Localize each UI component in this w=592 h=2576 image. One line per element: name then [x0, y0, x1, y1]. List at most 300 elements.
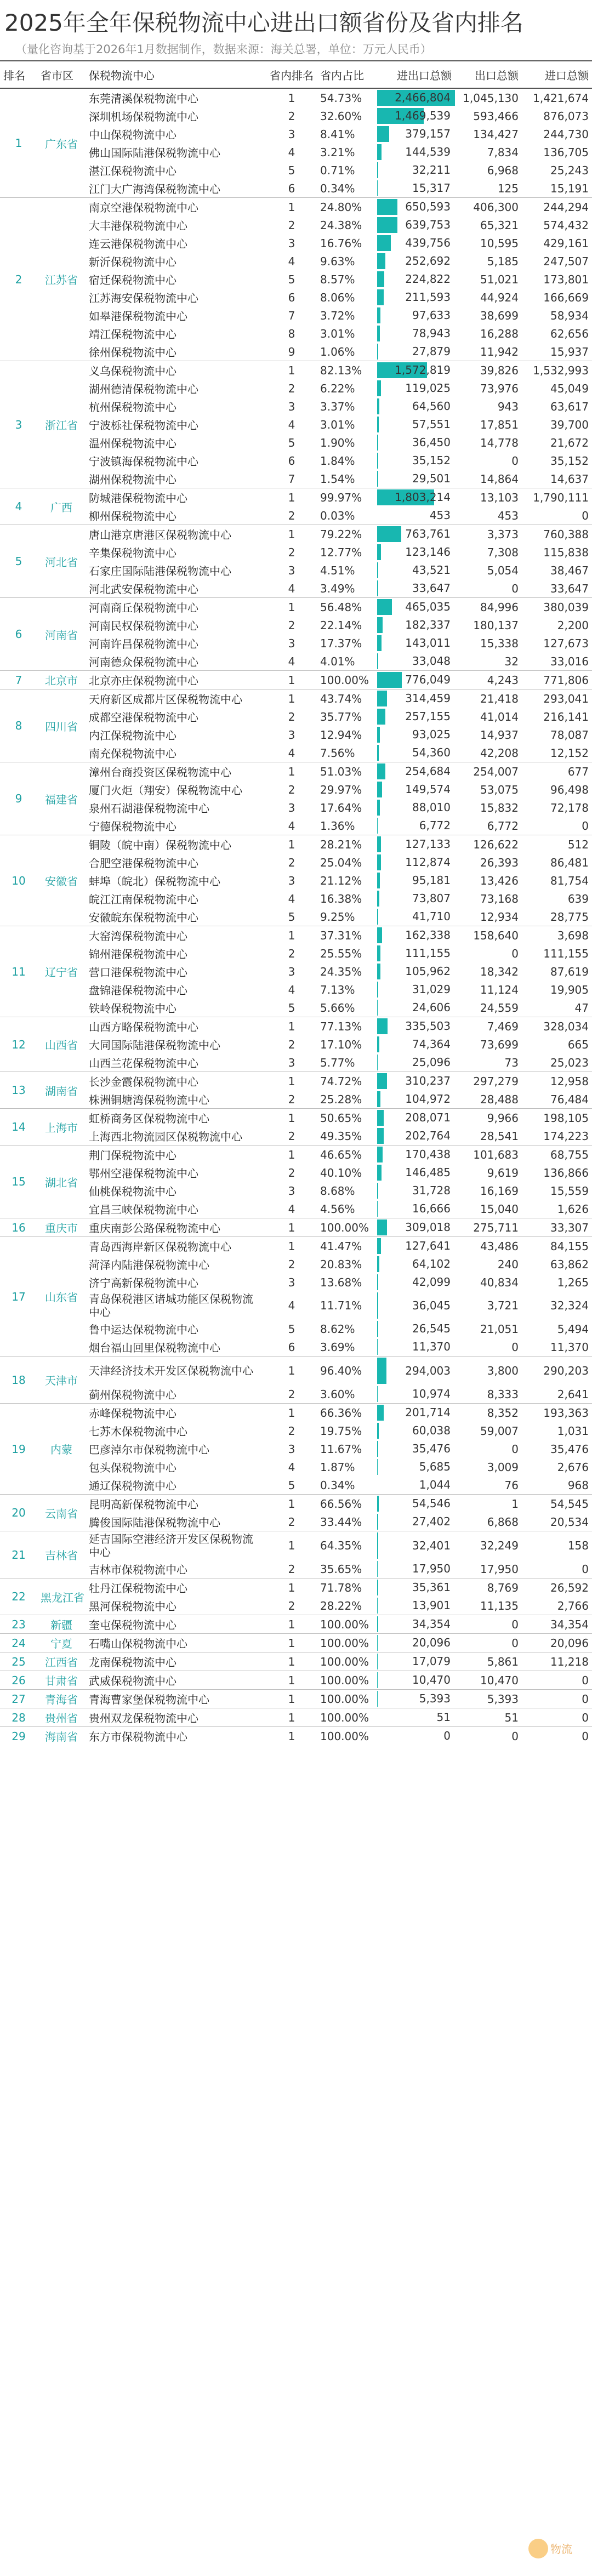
in-province-rank-cell: 2	[288, 947, 295, 960]
export-cell: 297,279	[455, 1072, 522, 1091]
in-province-rank-cell: 3	[288, 965, 295, 978]
share-cell: 25.04%	[320, 856, 362, 869]
export-cell: 73	[504, 1056, 519, 1069]
total-cell	[377, 1053, 455, 1072]
import-cell: 2,676	[557, 1460, 589, 1474]
export-cell: 6,968	[487, 163, 519, 177]
export-cell: 14,937	[480, 728, 519, 742]
export-cell: 5,393	[455, 1690, 522, 1708]
import-cell: 247,507	[543, 254, 589, 268]
total-cell	[377, 1458, 455, 1476]
in-province-rank-cell: 4	[288, 582, 295, 595]
in-province-rank-cell: 2	[288, 1129, 295, 1143]
center-name-cell: 山西兰花保税物流中心	[89, 1057, 198, 1070]
in-province-rank-cell: 3	[288, 1056, 295, 1069]
total-value: 104,972	[405, 1092, 451, 1105]
share-cell: 54.73%	[317, 88, 377, 107]
center-name-cell: 河南商丘保税物流中心	[86, 598, 266, 617]
table-row	[0, 1458, 592, 1476]
total-value: 202,764	[405, 1129, 451, 1142]
in-province-rank-cell: 3	[288, 801, 295, 814]
import-cell: 35,152	[550, 454, 589, 468]
export-cell: 0	[511, 947, 519, 960]
share-cell: 79.22%	[317, 525, 377, 544]
total-cell	[377, 1255, 455, 1273]
table-row	[0, 1476, 592, 1495]
import-cell: 328,034	[522, 1017, 592, 1036]
total-cell	[377, 161, 455, 179]
share-cell: 0.34%	[320, 1478, 355, 1492]
share-cell: 8.41%	[320, 127, 355, 141]
province-cell: 浙江省	[37, 361, 86, 488]
center-name-cell: 辛集保税物流中心	[89, 546, 177, 560]
import-cell: 78,087	[550, 728, 589, 742]
province-cell: 江西省	[37, 1652, 86, 1671]
total-cell	[377, 908, 455, 926]
in-province-rank-cell: 4	[288, 983, 295, 996]
share-cell: 3.21%	[320, 145, 355, 159]
in-province-rank-cell: 1	[266, 1237, 317, 1256]
export-cell: 9,966	[455, 1109, 522, 1127]
total-value: 35,361	[412, 1581, 451, 1594]
total-cell	[377, 981, 455, 999]
export-cell: 15,832	[480, 801, 519, 814]
in-province-rank-cell: 3	[288, 563, 295, 577]
import-cell: 0	[582, 1562, 589, 1576]
import-cell: 174,223	[543, 1129, 589, 1143]
total-cell	[377, 434, 455, 452]
center-name-cell: 天津经济技术开发区保税物流中心	[86, 1357, 266, 1386]
center-name-cell: 漳州台商投资区保税物流中心	[86, 762, 266, 781]
export-cell: 0	[455, 1727, 522, 1746]
import-cell: 14,637	[550, 472, 589, 486]
in-province-rank-cell: 1	[266, 1652, 317, 1671]
in-province-rank-cell: 2	[288, 618, 295, 632]
import-cell: 136,866	[543, 1166, 589, 1179]
export-cell: 65,321	[480, 218, 519, 232]
in-province-rank-cell: 6	[288, 454, 295, 468]
province-cell: 海南省	[37, 1727, 86, 1746]
total-cell	[377, 1164, 455, 1182]
center-name-cell: 青海曹家堡保税物流中心	[86, 1690, 266, 1708]
total-cell	[377, 999, 455, 1017]
table-row	[0, 488, 592, 507]
rank-cell: 12	[0, 1017, 37, 1072]
export-cell: 73,699	[480, 1038, 519, 1051]
in-province-rank-cell: 2	[288, 1599, 295, 1612]
table-row	[0, 634, 592, 652]
center-name-cell: 北京亦庄保税物流中心	[86, 671, 266, 689]
export-cell: 28,541	[480, 1129, 519, 1143]
table-row	[0, 762, 592, 781]
province-cell: 福建省	[37, 762, 86, 835]
import-cell: 20,534	[550, 1515, 589, 1529]
total-cell	[377, 962, 455, 981]
table-row	[0, 1273, 592, 1291]
rank-cell: 27	[0, 1690, 37, 1708]
total-cell	[377, 125, 455, 143]
center-name-cell: 连云港保税物流中心	[89, 237, 187, 250]
export-cell: 39,826	[455, 361, 522, 380]
total-cell	[377, 1578, 455, 1597]
share-cell: 41.47%	[317, 1237, 377, 1256]
total-value: 17,950	[412, 1562, 451, 1575]
table-row	[0, 1338, 592, 1357]
import-cell: 81,754	[550, 874, 589, 887]
total-cell	[377, 470, 455, 488]
in-province-rank-cell: 6	[288, 290, 295, 304]
total-value: 310,237	[405, 1074, 451, 1087]
total-cell	[377, 1357, 455, 1386]
total-cell	[377, 1560, 455, 1578]
in-province-rank-cell: 2	[288, 710, 295, 723]
in-province-rank-cell: 4	[288, 819, 295, 833]
table-row	[0, 1320, 592, 1338]
import-cell: 198,105	[522, 1109, 592, 1127]
total-value: 2,466,804	[395, 91, 451, 104]
total-value: 78,943	[412, 327, 451, 340]
rank-cell: 24	[0, 1634, 37, 1652]
total-value: 64,560	[412, 400, 451, 413]
total-value: 74,364	[412, 1038, 451, 1051]
total-cell	[377, 1218, 455, 1237]
total-value: 162,338	[405, 928, 451, 942]
share-cell: 3.49%	[320, 582, 355, 595]
total-value: 105,962	[405, 965, 451, 978]
total-value: 335,503	[405, 1019, 451, 1033]
center-name-cell: 黑河保税物流中心	[89, 1600, 177, 1613]
center-name-cell: 昆明高新保税物流中心	[86, 1495, 266, 1513]
table-row	[0, 780, 592, 799]
total-cell	[377, 343, 455, 361]
export-cell: 0	[511, 1340, 519, 1354]
center-name-cell: 大丰港保税物流中心	[89, 219, 187, 232]
table-row	[0, 361, 592, 380]
in-province-rank-cell: 3	[288, 127, 295, 141]
center-name-cell: 牡丹江保税物流中心	[86, 1578, 266, 1597]
import-cell: 216,141	[543, 710, 589, 723]
total-value: 60,038	[412, 1424, 451, 1437]
import-cell: 166,669	[543, 290, 589, 304]
in-province-rank-cell: 2	[288, 1515, 295, 1529]
rank-cell: 15	[0, 1145, 37, 1218]
total-cell	[377, 288, 455, 306]
center-name-cell: 大窑湾保税物流中心	[86, 926, 266, 945]
in-province-rank-cell: 4	[288, 654, 295, 668]
import-cell: 84,155	[522, 1237, 592, 1256]
total-value: 314,459	[405, 692, 451, 705]
share-cell: 3.37%	[320, 400, 355, 413]
import-cell: 62,656	[550, 327, 589, 340]
center-name-cell: 营口港保税物流中心	[89, 966, 187, 979]
share-cell: 64.35%	[317, 1531, 377, 1560]
table-row	[0, 161, 592, 179]
header-total: 进出口总额	[377, 61, 455, 88]
province-cell: 青海省	[37, 1690, 86, 1708]
import-cell: 1,031	[557, 1424, 589, 1438]
import-cell: 760,388	[522, 525, 592, 544]
total-value: 54,360	[412, 746, 451, 759]
export-cell: 11,942	[480, 345, 519, 358]
table-row	[0, 1053, 592, 1072]
in-province-rank-cell: 3	[288, 1275, 295, 1289]
center-name-cell: 重庆南彭公路保税物流中心	[86, 1218, 266, 1237]
total-cell	[377, 506, 455, 525]
total-cell	[377, 890, 455, 908]
import-cell: 380,039	[522, 598, 592, 617]
total-value: 111,155	[405, 947, 451, 960]
header-share: 省内占比	[317, 61, 377, 88]
center-name-cell: 河北武安保税物流中心	[89, 583, 198, 596]
rank-cell: 25	[0, 1652, 37, 1671]
header-rank: 排名	[0, 61, 37, 88]
total-cell	[377, 616, 455, 634]
center-name-cell: 杭州保税物流中心	[89, 401, 177, 414]
import-cell: 58,934	[550, 309, 589, 322]
total-cell	[377, 1090, 455, 1109]
share-cell: 40.10%	[320, 1166, 362, 1179]
total-cell	[377, 107, 455, 125]
province-cell: 四川省	[37, 689, 86, 762]
total-value: 57,551	[412, 418, 451, 431]
province-cell: 上海市	[37, 1109, 86, 1145]
in-province-rank-cell: 2	[288, 1424, 295, 1438]
import-cell: 3,698	[522, 926, 592, 945]
rank-cell: 4	[0, 488, 37, 525]
in-province-rank-cell: 1	[266, 1671, 317, 1690]
export-cell: 8,333	[487, 1387, 519, 1401]
total-cell	[377, 726, 455, 744]
in-province-rank-cell: 3	[288, 1184, 295, 1198]
share-cell: 3.01%	[320, 327, 355, 340]
total-value: 208,071	[405, 1111, 451, 1124]
import-cell: 111,155	[543, 947, 589, 960]
import-cell: 115,838	[543, 545, 589, 559]
share-cell: 25.28%	[320, 1092, 362, 1106]
table-body	[0, 88, 592, 1745]
in-province-rank-cell: 5	[288, 1001, 295, 1015]
export-cell: 44,924	[480, 290, 519, 304]
in-province-rank-cell: 1	[266, 1727, 317, 1746]
rank-cell: 9	[0, 762, 37, 835]
total-value: 1,044	[419, 1478, 451, 1491]
rank-cell: 16	[0, 1218, 37, 1237]
rank-cell: 11	[0, 926, 37, 1017]
table-row	[0, 1035, 592, 1053]
total-cell	[377, 452, 455, 470]
export-cell: 15,040	[480, 1202, 519, 1216]
total-value: 143,011	[405, 636, 451, 649]
import-cell: 63,862	[550, 1257, 589, 1271]
import-cell: 293,041	[522, 689, 592, 708]
total-cell	[377, 1513, 455, 1531]
rank-cell: 6	[0, 598, 37, 671]
export-cell: 0	[455, 1615, 522, 1634]
center-name-cell: 山西方略保税物流中心	[86, 1017, 266, 1036]
total-value: 31,029	[412, 983, 451, 996]
total-cell	[377, 634, 455, 652]
in-province-rank-cell: 2	[288, 1038, 295, 1051]
rank-cell: 29	[0, 1727, 37, 1746]
total-cell	[377, 397, 455, 415]
import-cell: 15,937	[550, 345, 589, 358]
import-cell: 0	[522, 1671, 592, 1690]
export-cell: 1,045,130	[455, 88, 522, 107]
import-cell: 136,705	[543, 145, 589, 159]
table-row	[0, 470, 592, 488]
import-cell: 12,958	[522, 1072, 592, 1091]
total-value: 211,593	[405, 290, 451, 304]
rank-cell: 18	[0, 1357, 37, 1404]
export-cell: 51	[455, 1708, 522, 1727]
share-cell: 100.00%	[317, 1615, 377, 1634]
in-province-rank-cell: 1	[266, 1708, 317, 1727]
export-cell: 32,249	[455, 1531, 522, 1560]
total-value: 16,666	[412, 1202, 451, 1215]
total-cell	[377, 234, 455, 252]
center-name-cell: 荆门保税物流中心	[86, 1145, 266, 1164]
share-cell: 74.72%	[317, 1072, 377, 1091]
export-cell: 125	[497, 181, 519, 195]
export-cell: 14,778	[480, 436, 519, 449]
center-name-cell: 济宁高新保税物流中心	[89, 1276, 198, 1290]
share-cell: 8.06%	[320, 290, 355, 304]
export-cell: 7,469	[455, 1017, 522, 1036]
in-province-rank-cell: 4	[288, 145, 295, 159]
share-cell: 46.65%	[317, 1145, 377, 1164]
rank-cell: 1	[0, 88, 37, 198]
import-cell: 12,152	[550, 746, 589, 760]
table-row	[0, 543, 592, 561]
share-cell: 28.21%	[317, 835, 377, 854]
center-name-cell: 安徽皖东保税物流中心	[89, 911, 198, 924]
import-cell: 68,755	[522, 1145, 592, 1164]
center-name-cell: 巴彦淖尔市保税物流中心	[89, 1443, 209, 1456]
total-value: 224,822	[405, 272, 451, 286]
in-province-rank-cell: 4	[288, 746, 295, 760]
import-cell: 0	[522, 1708, 592, 1727]
total-cell	[377, 1440, 455, 1458]
share-cell: 7.13%	[320, 983, 355, 996]
total-cell	[377, 361, 455, 380]
total-cell	[377, 198, 455, 216]
export-cell: 24,559	[480, 1001, 519, 1015]
total-value: 36,045	[412, 1298, 451, 1312]
import-cell: 1,421,674	[522, 88, 592, 107]
province-cell: 甘肃省	[37, 1671, 86, 1690]
total-cell	[377, 1109, 455, 1127]
center-name-cell: 河南许昌保税物流中心	[89, 637, 198, 651]
export-cell: 0	[511, 582, 519, 595]
total-cell	[377, 1495, 455, 1513]
total-value: 33,647	[412, 582, 451, 595]
share-cell: 35.77%	[320, 710, 362, 723]
total-value: 252,692	[405, 254, 451, 267]
center-name-cell: 吉林市保税物流中心	[89, 1563, 187, 1576]
export-cell: 1	[455, 1495, 522, 1513]
table-row	[0, 270, 592, 288]
table-row	[0, 871, 592, 890]
table-row	[0, 1255, 592, 1273]
import-cell: 0	[522, 1727, 592, 1746]
export-cell: 5,054	[487, 563, 519, 577]
province-cell: 重庆市	[37, 1218, 86, 1237]
table-row	[0, 288, 592, 306]
share-cell: 3.01%	[320, 418, 355, 431]
total-cell	[377, 543, 455, 561]
table-row	[0, 1404, 592, 1422]
table-row	[0, 1357, 592, 1386]
total-value: 123,146	[405, 545, 451, 558]
total-cell	[377, 379, 455, 397]
import-cell: 639	[567, 892, 589, 905]
export-cell: 7,308	[487, 545, 519, 559]
import-cell: 63,617	[550, 400, 589, 413]
total-value: 27,879	[412, 345, 451, 358]
total-value: 35,152	[412, 454, 451, 467]
import-cell: 20,096	[522, 1634, 592, 1652]
total-value: 0	[443, 1729, 451, 1742]
center-name-cell: 义乌保税物流中心	[86, 361, 266, 380]
rank-cell: 19	[0, 1404, 37, 1495]
share-cell: 17.10%	[320, 1038, 362, 1051]
center-name-cell: 上海西北物流园区保税物流中心	[89, 1130, 242, 1143]
share-cell: 3.72%	[320, 309, 355, 322]
export-cell: 84,996	[455, 598, 522, 617]
total-value: 51	[436, 1711, 451, 1724]
total-value: 11,370	[412, 1340, 451, 1353]
province-cell: 云南省	[37, 1495, 86, 1531]
center-name-cell: 长沙金霞保税物流中心	[86, 1072, 266, 1091]
total-value: 149,574	[405, 783, 451, 796]
import-cell: 39,700	[550, 418, 589, 431]
center-name-cell: 盘锦港保税物流中心	[89, 984, 187, 997]
in-province-rank-cell: 5	[288, 436, 295, 449]
share-cell: 37.31%	[317, 926, 377, 945]
center-name-cell: 东莞清溪保税物流中心	[86, 88, 266, 107]
total-cell	[377, 944, 455, 962]
share-cell: 11.71%	[320, 1299, 362, 1312]
export-cell: 275,711	[455, 1218, 522, 1237]
total-value: 119,025	[405, 381, 451, 395]
table-row	[0, 835, 592, 854]
in-province-rank-cell: 1	[266, 1109, 317, 1127]
province-cell: 贵州省	[37, 1708, 86, 1727]
total-value: 54,546	[412, 1497, 451, 1510]
import-cell: 574,432	[543, 218, 589, 232]
rank-cell: 14	[0, 1109, 37, 1145]
share-cell: 1.06%	[320, 345, 355, 358]
total-value: 10,470	[412, 1673, 451, 1686]
in-province-rank-cell: 1	[266, 1404, 317, 1422]
total-value: 88,010	[412, 801, 451, 814]
table-row	[0, 1109, 592, 1127]
total-value: 144,539	[405, 145, 451, 158]
total-value: 776,049	[405, 673, 451, 686]
total-cell	[377, 835, 455, 854]
export-cell: 180,137	[473, 618, 519, 632]
export-cell: 53,075	[480, 783, 519, 796]
share-cell: 21.12%	[320, 874, 362, 887]
import-cell: 19,905	[550, 983, 589, 996]
export-cell: 32	[504, 654, 519, 668]
in-province-rank-cell: 1	[266, 1145, 317, 1164]
import-cell: 512	[522, 835, 592, 854]
in-province-rank-cell: 2	[288, 783, 295, 796]
table-row	[0, 506, 592, 525]
table-row	[0, 890, 592, 908]
share-cell: 1.84%	[320, 454, 355, 468]
